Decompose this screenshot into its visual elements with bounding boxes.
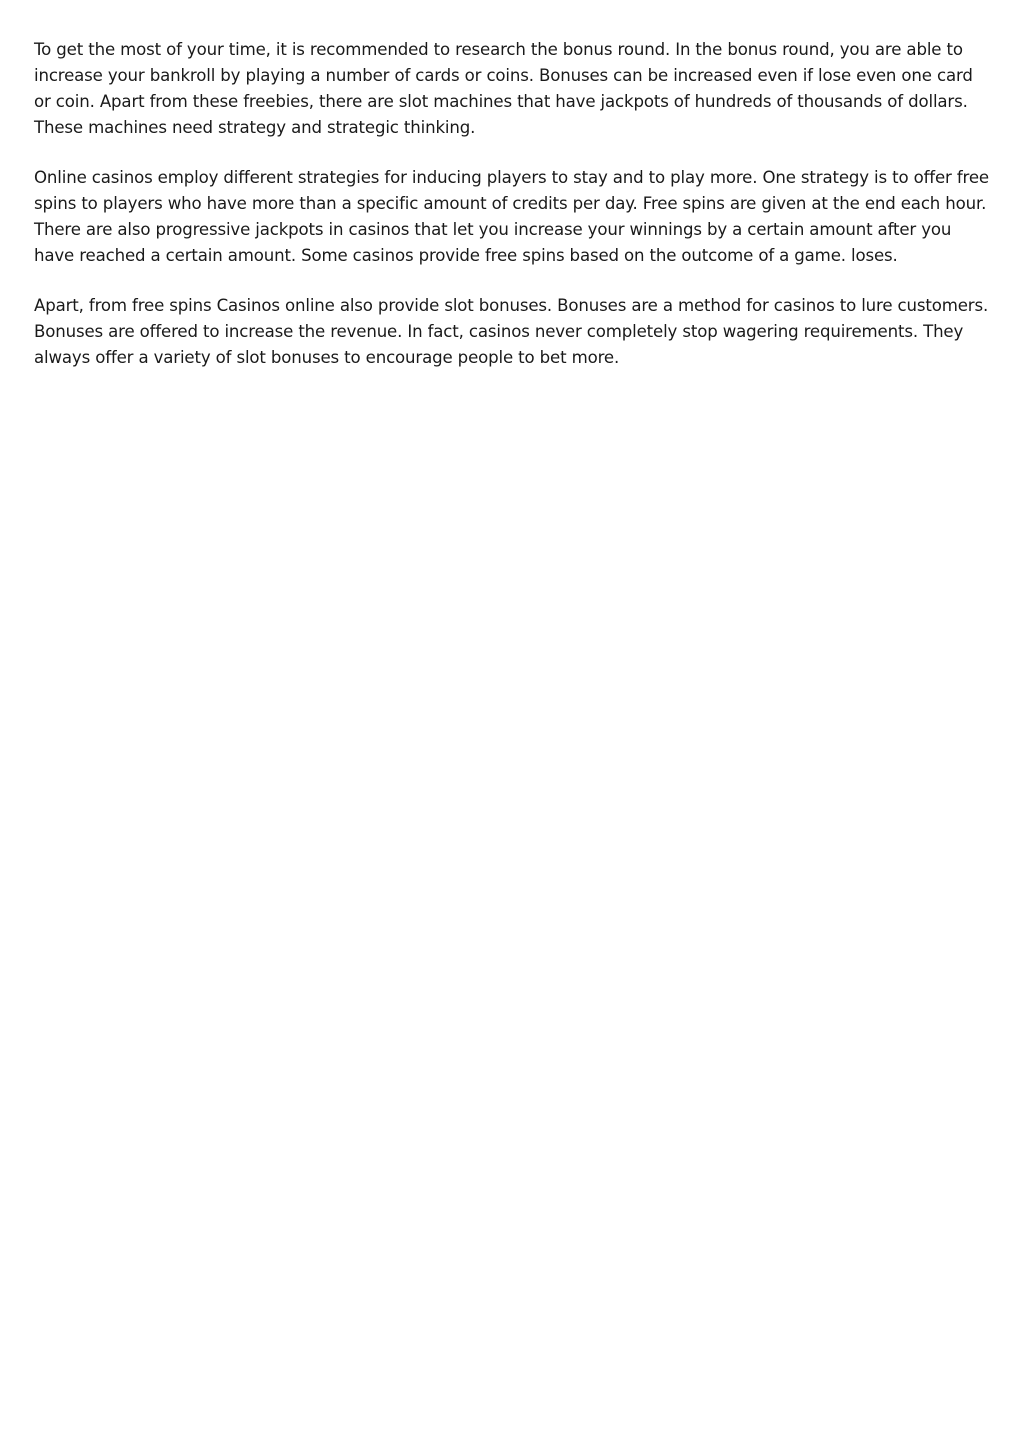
paragraph-slot-bonuses: Apart, from free spins Casinos online also provide slot bonuses. Bonuses are a method for casinos to lure customers. Bonuses are offered to increase the revenue. In fact, casinos never completely stop wagering requirements. They always offer a variety of slot bonuses to encourage people to bet more. bbox=[34, 296, 989, 367]
paragraph-free-spins: Online casinos employ different strategies for inducing players to stay and to play more. One strategy is to offer free spins to players who have more than a specific amount of credits per day. Free spins are given at the end each hour. There are also progressive jackpots in casinos that let you increase your winnings by a certain amount after you have reached a certain amount. Some casinos provide free spins based on the outcome of a game. loses. bbox=[34, 168, 989, 265]
paragraph-bonus-round: To get the most of your time, it is recommended to research the bonus round. In the bonus round, you are able to increase your bankroll by playing a number of cards or coins. Bonuses can be increased even if lose even one card or coin. Apart from these freebies, there are slot machines that have jackpots of hundreds of thousands of dollars. These machines need strategy and strategic thinking. bbox=[34, 40, 973, 137]
